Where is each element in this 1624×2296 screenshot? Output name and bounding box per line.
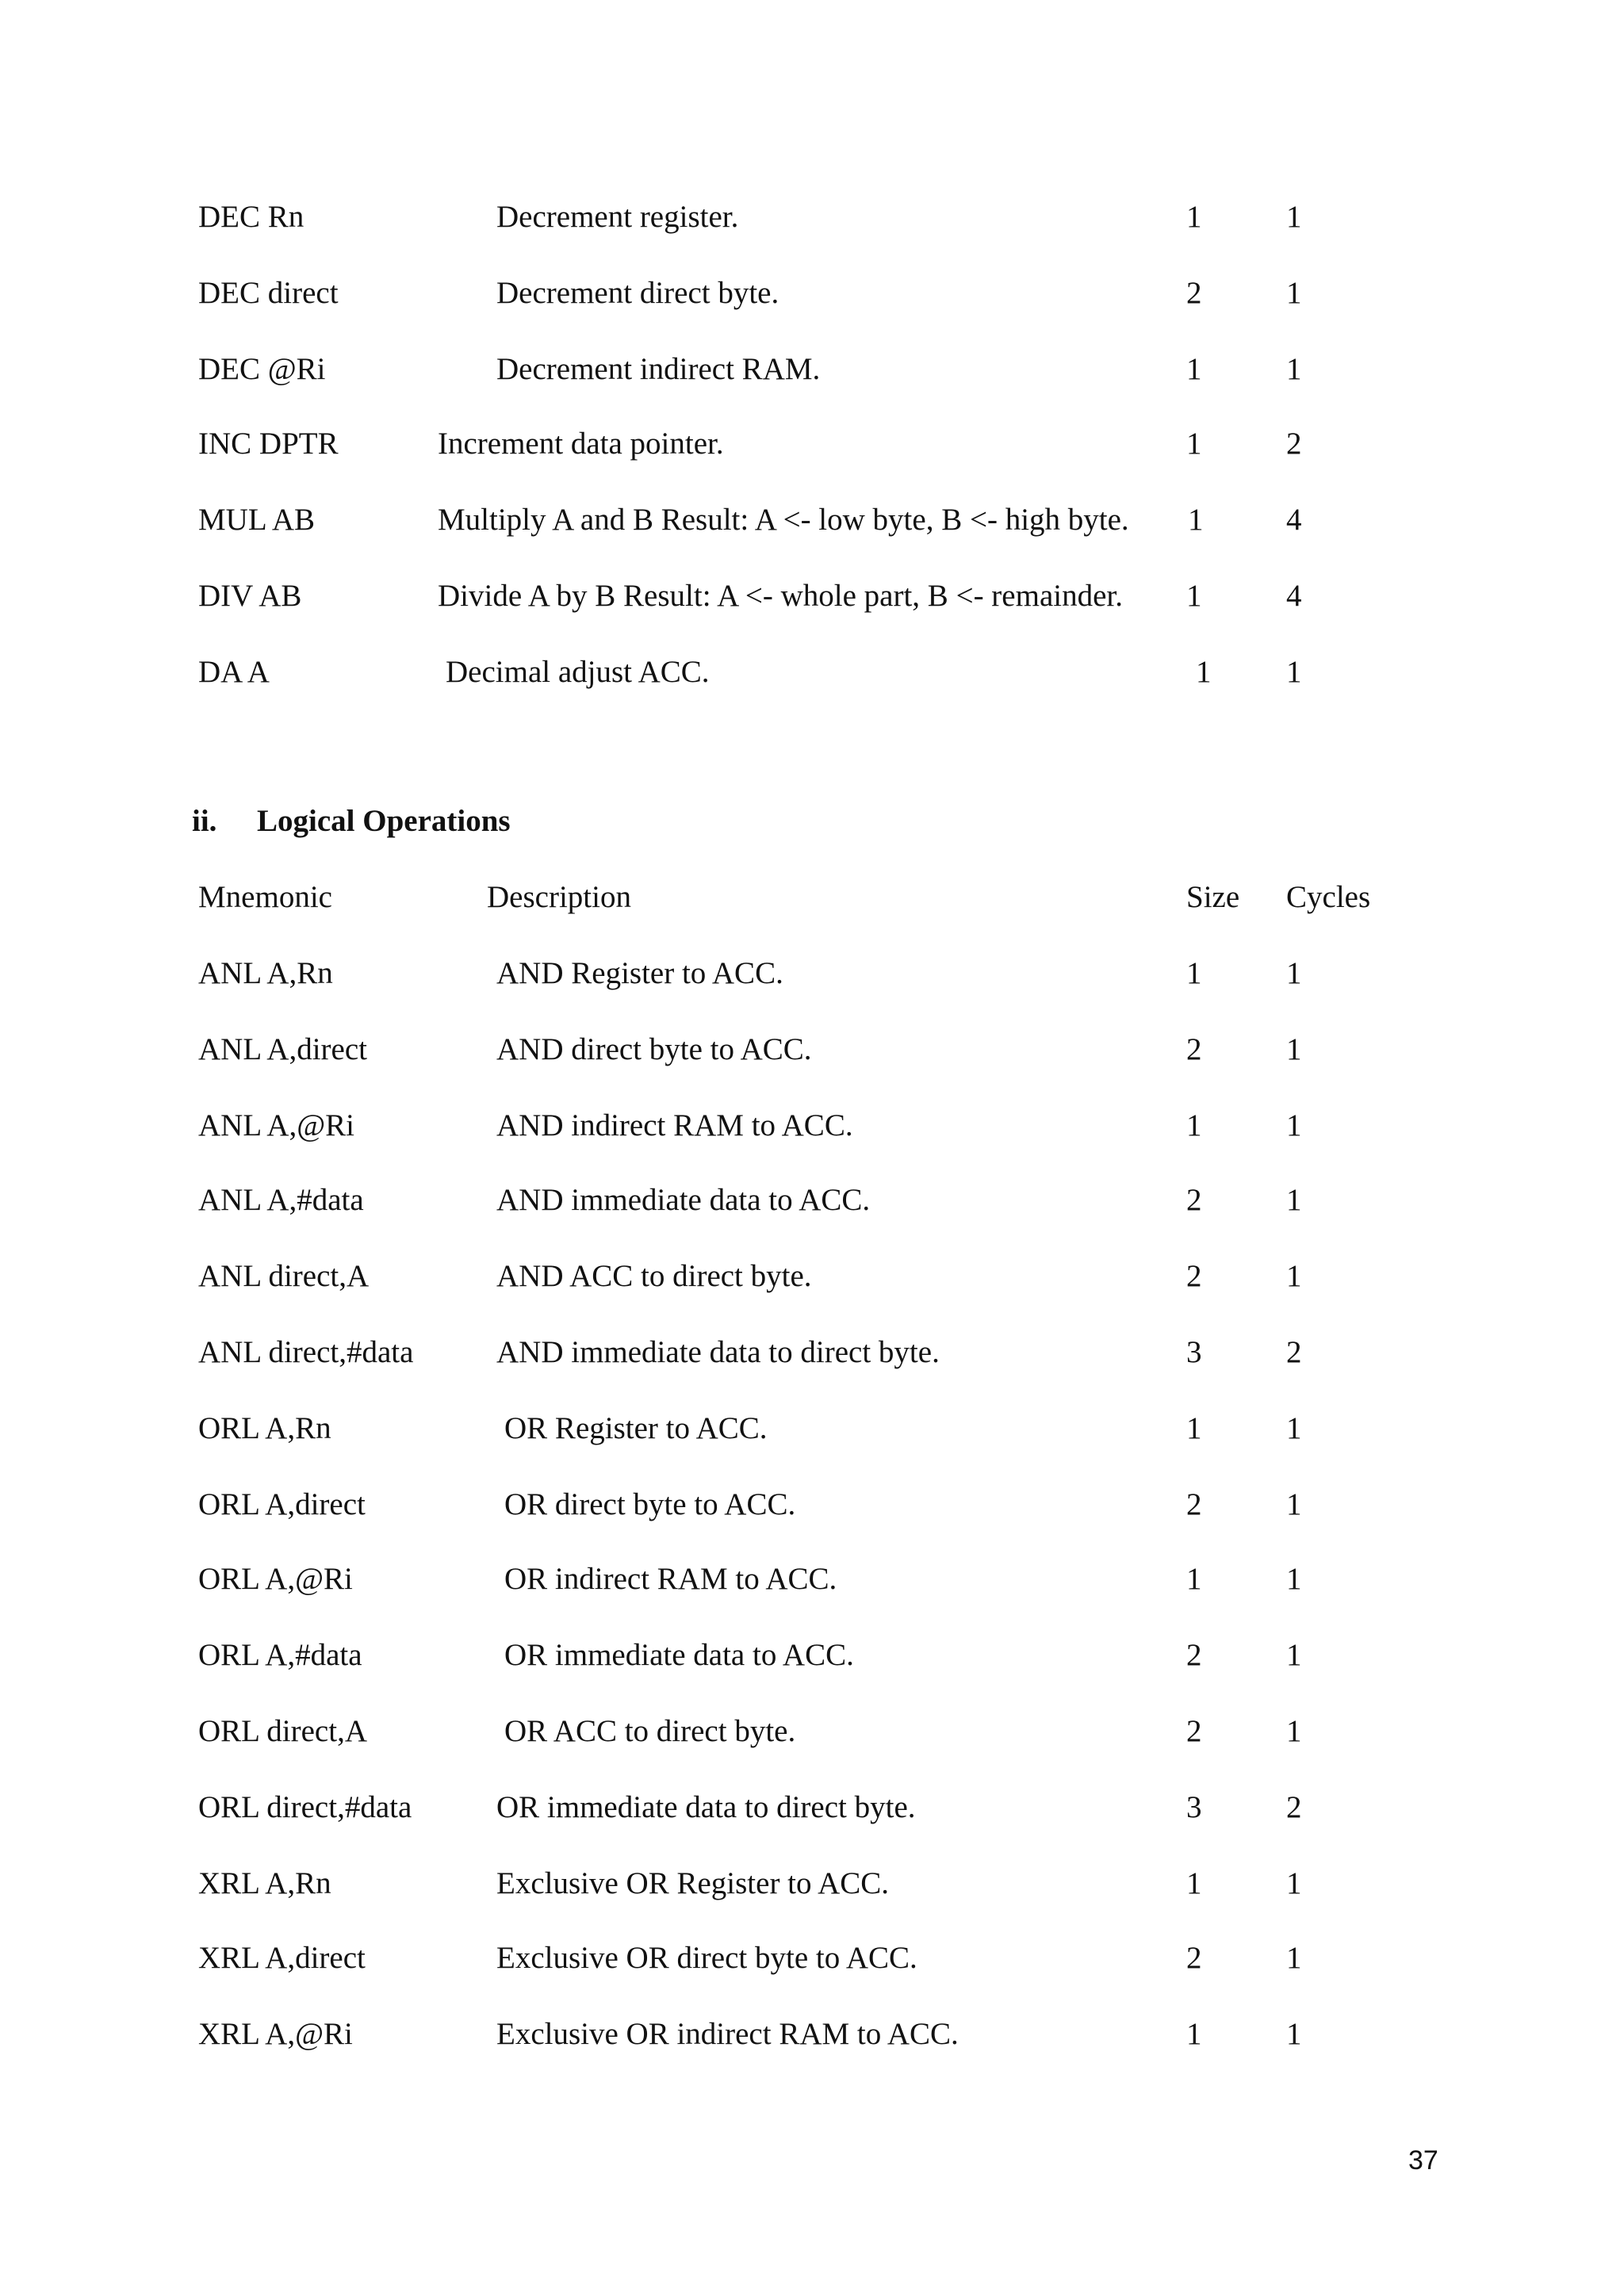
- mnemonic: ORL direct,#data: [198, 1790, 412, 1824]
- cycles: 1: [1286, 1183, 1302, 1217]
- cycles: 1: [1286, 200, 1302, 234]
- mnemonic: ANL A,Rn: [198, 956, 333, 990]
- cycles: 1: [1286, 1259, 1302, 1293]
- description: Multiply A and B Result: A <- low byte, B <- high byte.: [438, 503, 1129, 537]
- mnemonic: DEC Rn: [198, 200, 304, 234]
- description: Decrement indirect RAM.: [496, 352, 821, 386]
- mnemonic: DEC @Ri: [198, 352, 326, 386]
- section-number: ii.: [192, 804, 217, 838]
- cycles: 4: [1286, 579, 1302, 613]
- size: 1: [1186, 1866, 1202, 1900]
- description: Increment data pointer.: [438, 427, 724, 461]
- description: OR immediate data to direct byte.: [496, 1790, 916, 1824]
- description: Divide A by B Result: A <- whole part, B <- remainder.: [438, 579, 1123, 613]
- size: 2: [1186, 1183, 1202, 1217]
- description: Decrement direct byte.: [496, 276, 779, 310]
- size: 1: [1186, 1411, 1202, 1445]
- size: 1: [1186, 1108, 1202, 1142]
- instruction-row: [0, 1784, 1624, 1831]
- size: 1: [1196, 655, 1212, 689]
- size: 1: [1186, 352, 1202, 386]
- mnemonic: DIV AB: [198, 579, 302, 613]
- mnemonic: ORL A,@Ri: [198, 1562, 353, 1596]
- header-mnemonic: Mnemonic: [198, 880, 332, 914]
- description: OR indirect RAM to ACC.: [504, 1562, 837, 1596]
- instruction-row: [0, 1405, 1624, 1452]
- size: 1: [1186, 2017, 1202, 2051]
- cycles: 1: [1286, 956, 1302, 990]
- mnemonic: DEC direct: [198, 276, 339, 310]
- description: Decimal adjust ACC.: [446, 655, 710, 689]
- cycles: 1: [1286, 1487, 1302, 1521]
- description: OR ACC to direct byte.: [504, 1714, 796, 1748]
- mnemonic: ANL A,#data: [198, 1183, 364, 1217]
- instruction-row: [0, 1177, 1624, 1224]
- description: OR direct byte to ACC.: [504, 1487, 796, 1521]
- size: 2: [1186, 1638, 1202, 1672]
- cycles: 2: [1286, 1335, 1302, 1369]
- header-description: Description: [487, 880, 631, 914]
- description: AND ACC to direct byte.: [496, 1259, 812, 1293]
- instruction-row: [0, 1556, 1624, 1603]
- instruction-row: [0, 1329, 1624, 1376]
- instruction-row: [0, 950, 1624, 997]
- cycles: 1: [1286, 1032, 1302, 1066]
- table-header: [0, 874, 1624, 921]
- cycles: 1: [1286, 2017, 1302, 2051]
- description: AND Register to ACC.: [496, 956, 783, 990]
- description: AND direct byte to ACC.: [496, 1032, 812, 1066]
- description: OR Register to ACC.: [504, 1411, 768, 1445]
- size: 1: [1186, 427, 1202, 461]
- mnemonic: ORL A,direct: [198, 1487, 366, 1521]
- header-size: Size: [1186, 880, 1240, 914]
- description: AND immediate data to direct byte.: [496, 1335, 940, 1369]
- instruction-row: [0, 649, 1624, 696]
- cycles: 1: [1286, 352, 1302, 386]
- cycles: 1: [1286, 1714, 1302, 1748]
- mnemonic: ORL A,Rn: [198, 1411, 331, 1445]
- cycles: 1: [1286, 1562, 1302, 1596]
- mnemonic: DA A: [198, 655, 270, 689]
- mnemonic: ANL A,@Ri: [198, 1108, 354, 1142]
- header-cycles: Cycles: [1286, 880, 1371, 914]
- description: Exclusive OR indirect RAM to ACC.: [496, 2017, 959, 2051]
- instruction-row: [0, 1026, 1624, 1073]
- instruction-row: [0, 270, 1624, 317]
- cycles: 1: [1286, 1941, 1302, 1975]
- description: Exclusive OR direct byte to ACC.: [496, 1941, 917, 1975]
- instruction-row: [0, 1632, 1624, 1679]
- size: 2: [1186, 276, 1202, 310]
- description: AND indirect RAM to ACC.: [496, 1108, 853, 1142]
- size: 1: [1186, 1562, 1202, 1596]
- instruction-row: [0, 1708, 1624, 1755]
- size: 2: [1186, 1941, 1202, 1975]
- instruction-row: [0, 1481, 1624, 1529]
- cycles: 2: [1286, 427, 1302, 461]
- mnemonic: ORL A,#data: [198, 1638, 362, 1672]
- mnemonic: MUL AB: [198, 503, 315, 537]
- section-title: Logical Operations: [257, 804, 511, 838]
- mnemonic: ORL direct,A: [198, 1714, 367, 1748]
- size: 2: [1186, 1259, 1202, 1293]
- size: 3: [1186, 1335, 1202, 1369]
- instruction-row: [0, 496, 1624, 544]
- size: 1: [1186, 956, 1202, 990]
- cycles: 4: [1286, 503, 1302, 537]
- instruction-row: [0, 572, 1624, 620]
- mnemonic: XRL A,Rn: [198, 1866, 331, 1900]
- size: 2: [1186, 1487, 1202, 1521]
- cycles: 1: [1286, 1411, 1302, 1445]
- cycles: 1: [1286, 1638, 1302, 1672]
- mnemonic: XRL A,direct: [198, 1941, 366, 1975]
- description: AND immediate data to ACC.: [496, 1183, 871, 1217]
- instruction-row: [0, 1253, 1624, 1300]
- mnemonic: XRL A,@Ri: [198, 2017, 353, 2051]
- size: 1: [1186, 579, 1202, 613]
- description: OR immediate data to ACC.: [504, 1638, 854, 1672]
- mnemonic: ANL direct,#data: [198, 1335, 414, 1369]
- cycles: 1: [1286, 1108, 1302, 1142]
- size: 3: [1186, 1790, 1202, 1824]
- mnemonic: ANL direct,A: [198, 1259, 370, 1293]
- cycles: 1: [1286, 276, 1302, 310]
- cycles: 1: [1286, 655, 1302, 689]
- instruction-row: [0, 346, 1624, 393]
- instruction-row: [0, 1860, 1624, 1908]
- mnemonic: ANL A,direct: [198, 1032, 367, 1066]
- size: 1: [1188, 503, 1204, 537]
- page-number: 37: [1408, 2145, 1438, 2175]
- description: Decrement register.: [496, 200, 739, 234]
- size: 1: [1186, 200, 1202, 234]
- size: 2: [1186, 1032, 1202, 1066]
- mnemonic: INC DPTR: [198, 427, 339, 461]
- cycles: 2: [1286, 1790, 1302, 1824]
- instruction-row: [0, 193, 1624, 241]
- description: Exclusive OR Register to ACC.: [496, 1866, 890, 1900]
- instruction-row: [0, 1934, 1624, 1982]
- cycles: 1: [1286, 1866, 1302, 1900]
- instruction-row: [0, 1102, 1624, 1150]
- instruction-row: [0, 2011, 1624, 2058]
- instruction-row: [0, 420, 1624, 468]
- size: 2: [1186, 1714, 1202, 1748]
